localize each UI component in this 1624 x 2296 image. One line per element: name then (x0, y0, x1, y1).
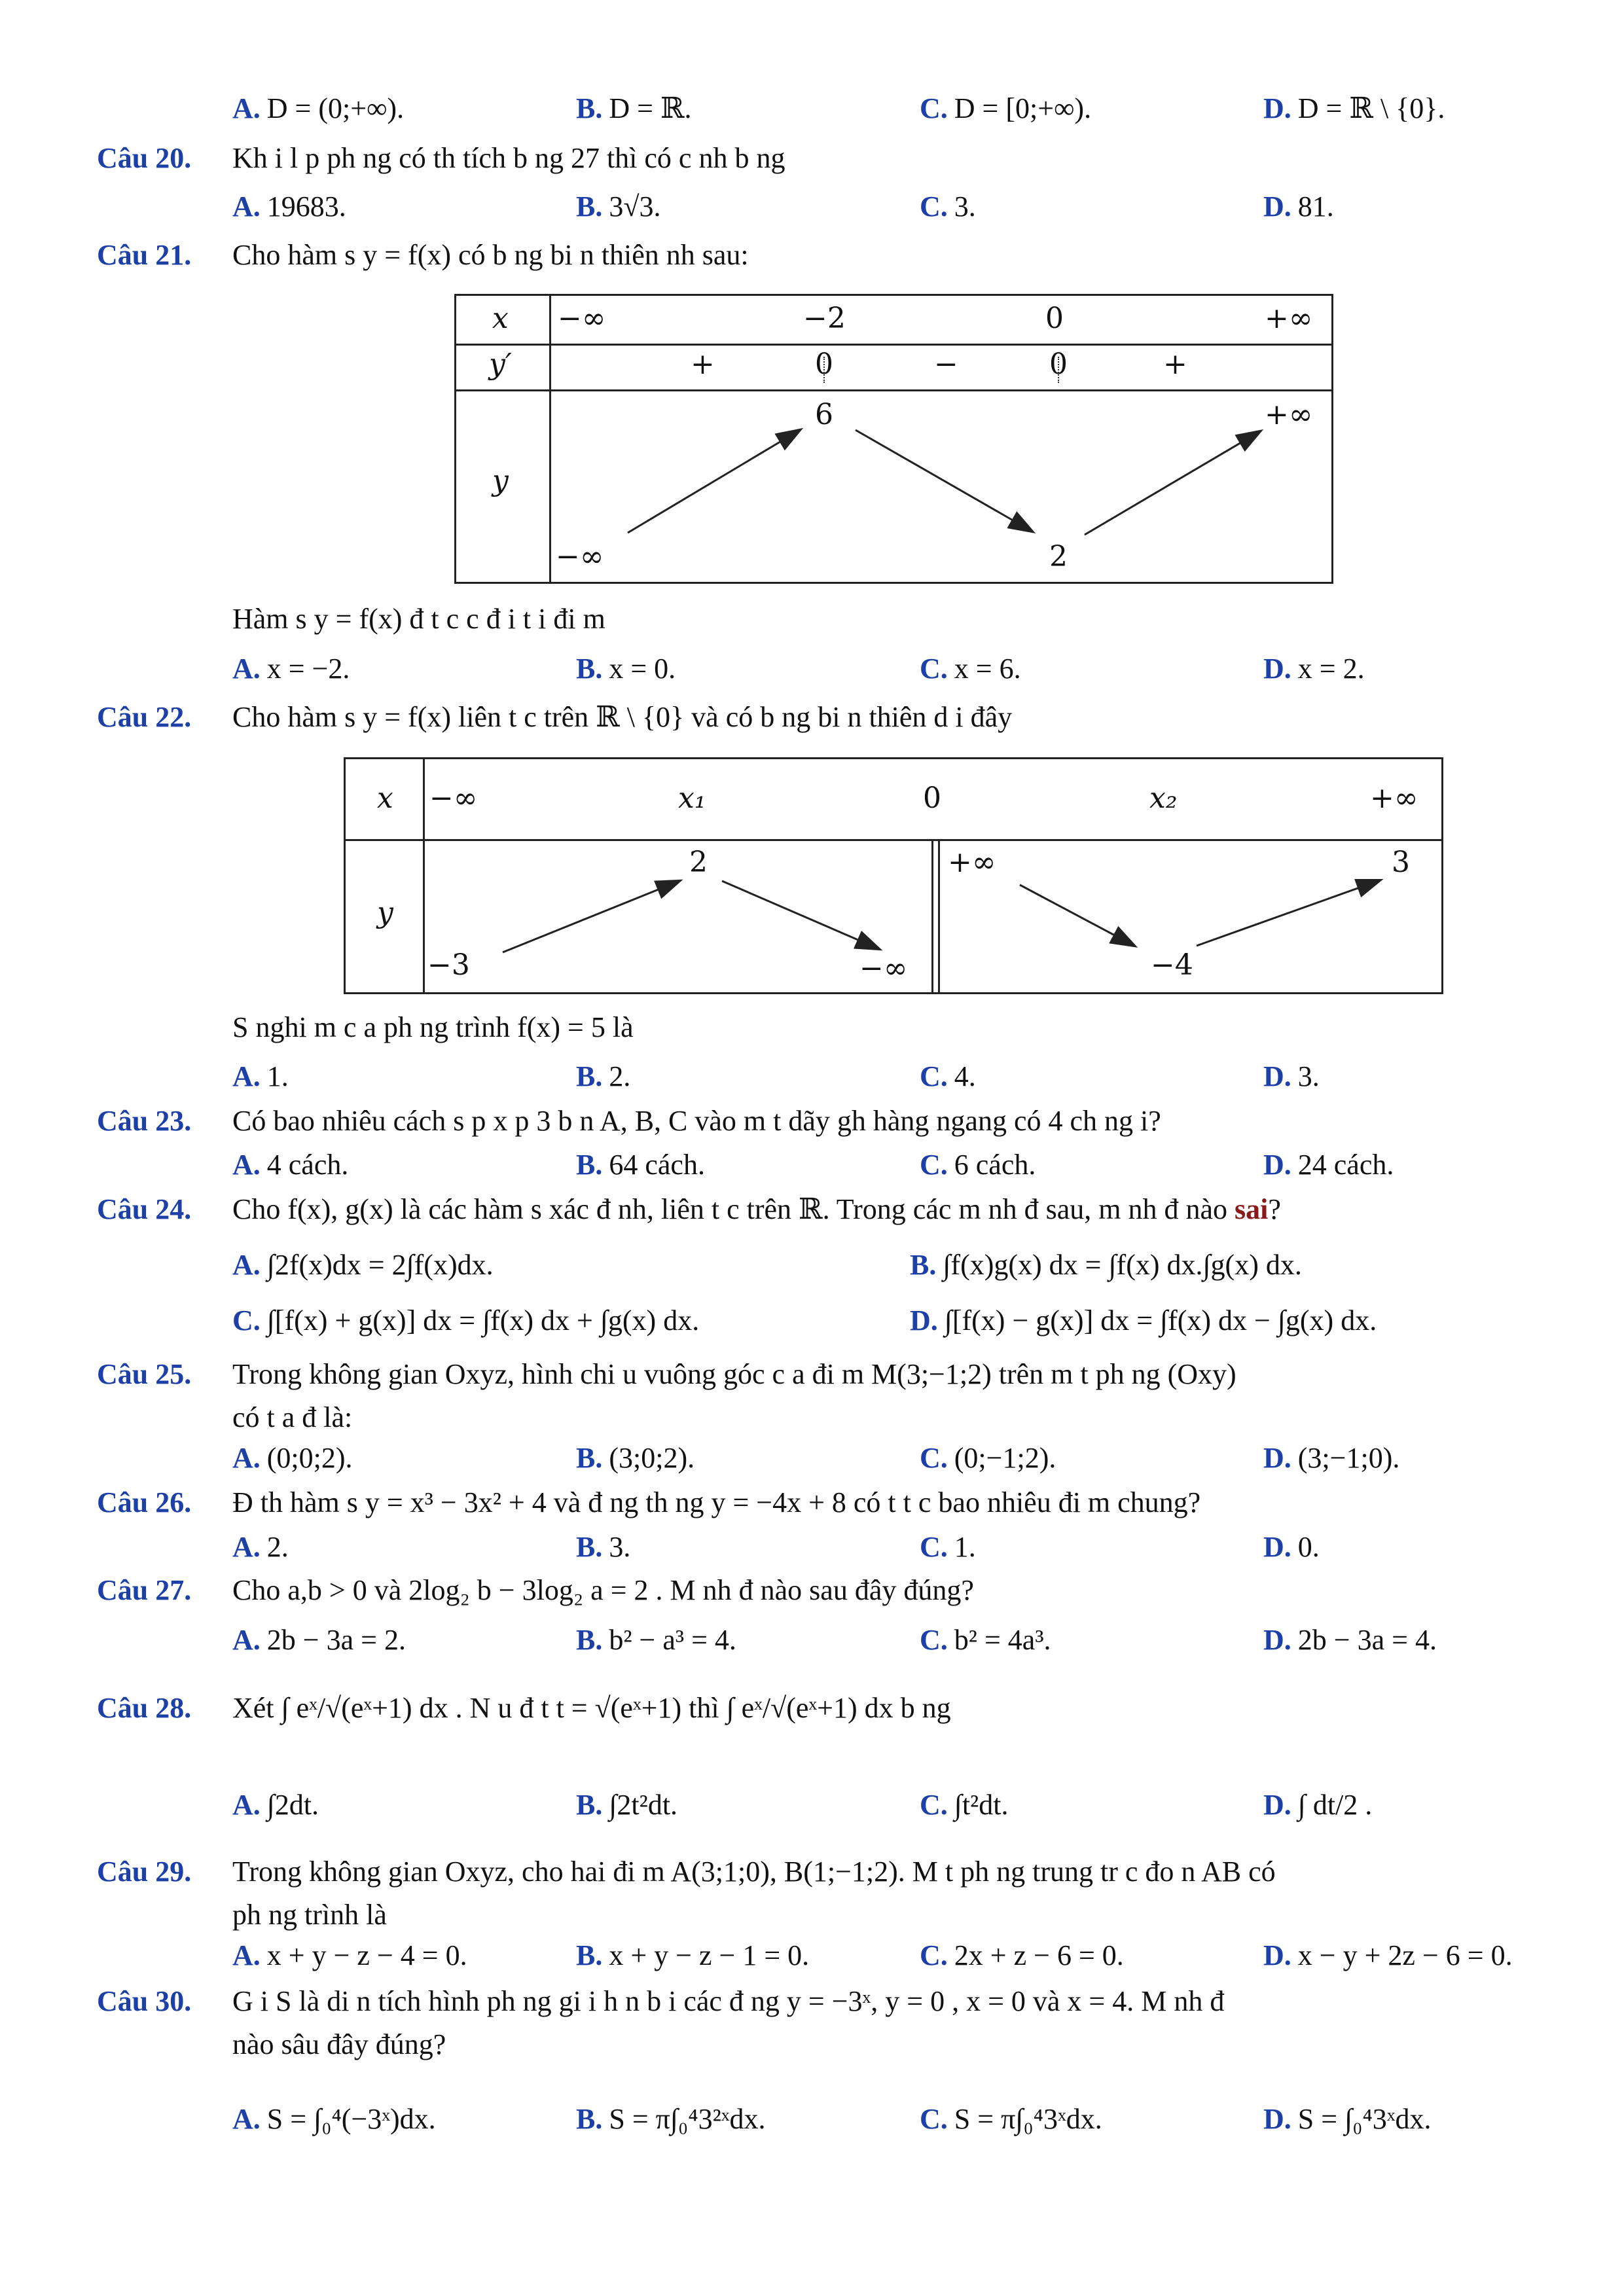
q20-label: Câu 20. (97, 142, 192, 174)
q21-row-label-x: x (492, 302, 509, 335)
q26-label: Câu 26. (97, 1486, 192, 1518)
q23-label: Câu 23. (97, 1105, 192, 1137)
q19-option-a: A. D = (0;+∞). (232, 92, 405, 124)
q30-option-a: A. S = ∫₀⁴(−3ˣ)dx. (232, 2103, 436, 2135)
q23-option-d: D. 24 cách. (1263, 1149, 1394, 1181)
q22-option-a: A. 1. (232, 1060, 289, 1092)
q21-y-peak: 6 (815, 398, 833, 431)
q20-option-b: B. 3√3. (576, 190, 661, 223)
q22-y-left-bottom: −3 (427, 948, 470, 982)
q21-option-d: D. x = 2. (1263, 653, 1365, 685)
q28-label: Câu 28. (97, 1692, 192, 1724)
q24-text: Cho f(x), g(x) là các hàm s xác đ nh, liên t c trên ℝ. Trong các m nh đ sau, m nh đ nào sai? (232, 1193, 1281, 1225)
q21-option-a: A. x = −2. (232, 653, 350, 685)
q23-text: Có bao nhiêu cách s p x p 3 b n A, B, C vào m t dãy gh hàng ngang có 4 ch ng i? (232, 1105, 1161, 1137)
q26-text: Đ th hàm s y = x³ − 3x² + 4 và đ ng th ng y = −4x + 8 có t t c bao nhiêu đi m chung? (232, 1486, 1201, 1518)
q24-option-d: D. ∫[f(x) − g(x)] dx = ∫f(x) dx − ∫g(x) dx. (910, 1304, 1377, 1336)
q22-label: Câu 22. (97, 701, 192, 733)
q21-x-neg-inf: −∞ (558, 302, 606, 335)
q27-option-d: D. 2b − 3a = 4. (1263, 1624, 1437, 1656)
q21-y-right-top: +∞ (1265, 398, 1313, 431)
q30-text: G i S là di n tích hình ph ng gi i h n b i các đ ng y = −3ˣ, y = 0 , x = 0 và x = 4. M nh đ (232, 1985, 1225, 2017)
q22-x-x2: x₂ (1149, 781, 1178, 815)
q21-variation-arrows (456, 296, 1335, 586)
q29-option-a: A. x + y − z − 4 = 0. (232, 1939, 467, 1971)
q21-option-c: C. x = 6. (920, 653, 1021, 685)
q22-option-d: D. 3. (1263, 1060, 1320, 1092)
q22-y-peak1: 2 (689, 846, 708, 879)
q24-option-a: A. ∫2f(x)dx = 2∫f(x)dx. (232, 1249, 494, 1281)
q26-option-d: D. 0. (1263, 1531, 1320, 1563)
q29-text: Trong không gian Oxyz, cho hai đi m A(3;1;0), B(1;−1;2). M t ph ng trung tr c đo n AB có (232, 1856, 1276, 1888)
q21-yprime-zero1: 0 (815, 348, 833, 381)
q19-option-b: B. D = ℝ. (576, 92, 692, 124)
q21-yprime-plus2: + (1163, 348, 1187, 381)
q22-y-right-top: 3 (1392, 846, 1410, 879)
q21-x-zero: 0 (1045, 302, 1064, 335)
q24-option-c: C. ∫[f(x) + g(x)] dx = ∫f(x) dx + ∫g(x) dx. (232, 1304, 700, 1336)
q26-option-a: A. 2. (232, 1531, 289, 1563)
q23-option-c: C. 6 cách. (920, 1149, 1036, 1181)
q21-x-pos-inf: +∞ (1265, 302, 1313, 335)
q21-yprime-minus: − (934, 348, 958, 381)
q21-text: Cho hàm s y = f(x) có b ng bi n thiên nh sau: (232, 239, 749, 271)
q28-option-b: B. ∫2t²dt. (576, 1789, 678, 1821)
q27-option-c: C. b² = 4a³. (920, 1624, 1051, 1656)
q21-row-label-yprime: y′ (489, 348, 512, 381)
q25-text-line2: có t a đ là: (232, 1401, 353, 1433)
q22-after-text: S nghi m c a ph ng trình f(x) = 5 là (232, 1011, 634, 1043)
q25-text: Trong không gian Oxyz, hình chi u vuông góc c a đi m M(3;−1;2) trên m t ph ng (Oxy) (232, 1358, 1236, 1390)
q28-option-c: C. ∫t²dt. (920, 1789, 1009, 1821)
q30-option-d: D. S = ∫₀⁴3ˣdx. (1263, 2103, 1432, 2135)
q25-option-b: B. (3;0;2). (576, 1442, 695, 1474)
q29-label: Câu 29. (97, 1856, 192, 1888)
q21-label: Câu 21. (97, 239, 192, 271)
q22-variation-table (344, 757, 1443, 994)
q21-x-minus2: −2 (803, 302, 846, 335)
q25-option-a: A. (0;0;2). (232, 1442, 353, 1474)
q20-option-c: C. 3. (920, 190, 976, 223)
q22-option-c: C. 4. (920, 1060, 976, 1092)
q22-y-trough2: −4 (1151, 948, 1193, 982)
q22-text: Cho hàm s y = f(x) liên t c trên ℝ \ {0} và có b ng bi n thiên d i đây (232, 701, 1013, 733)
q30-label: Câu 30. (97, 1985, 192, 2017)
q30-option-b: B. S = π∫₀⁴3²ˣdx. (576, 2103, 766, 2135)
q24-option-b: B. ∫f(x)g(x) dx = ∫f(x) dx.∫g(x) dx. (910, 1249, 1302, 1281)
q21-variation-table (454, 294, 1333, 584)
q27-option-a: A. 2b − 3a = 2. (232, 1624, 406, 1656)
q29-option-c: C. 2x + z − 6 = 0. (920, 1939, 1124, 1971)
q27-option-b: B. b² − a³ = 4. (576, 1624, 736, 1656)
q25-option-c: C. (0;−1;2). (920, 1442, 1056, 1474)
q22-row-label-x: x (377, 781, 393, 815)
q21-option-b: B. x = 0. (576, 653, 676, 685)
q23-option-a: A. 4 cách. (232, 1149, 349, 1181)
q22-variation-arrows (346, 759, 1445, 996)
q28-option-d: D. ∫ dt/2 . (1263, 1789, 1373, 1821)
q26-option-c: C. 1. (920, 1531, 976, 1563)
q29-option-b: B. x + y − z − 1 = 0. (576, 1939, 810, 1971)
q22-x-zero: 0 (923, 781, 941, 815)
q20-text: Kh i l p ph ng có th tích b ng 27 thì có c nh b ng (232, 142, 785, 174)
q22-x-neg-inf: −∞ (429, 781, 478, 815)
q26-option-b: B. 3. (576, 1531, 631, 1563)
q20-option-d: D. 81. (1263, 190, 1334, 223)
q22-y-mid-left-bottom: −∞ (859, 952, 908, 985)
q28-text: Xét ∫ eˣ/√(eˣ+1) dx . N u đ t t = √(eˣ+1) thì ∫ eˣ/√(eˣ+1) dx b ng (232, 1692, 951, 1724)
q22-x-pos-inf: +∞ (1370, 781, 1418, 815)
q19-option-d: D. D = ℝ \ {0}. (1263, 92, 1445, 124)
q29-text-line2: ph ng trình là (232, 1899, 387, 1931)
q19-option-c: C. D = [0;+∞). (920, 92, 1092, 124)
q27-text: Cho a,b > 0 và 2log₂ b − 3log₂ a = 2 . M nh đ nào sau đây đúng? (232, 1574, 974, 1606)
q24-label: Câu 24. (97, 1193, 192, 1225)
q21-yprime-zero2: 0 (1049, 348, 1068, 381)
q21-y-trough: 2 (1049, 540, 1068, 573)
q21-row-label-y: y (492, 464, 509, 497)
q22-option-b: B. 2. (576, 1060, 631, 1092)
q30-option-c: C. S = π∫₀⁴3ˣdx. (920, 2103, 1102, 2135)
q22-row-label-y: y (377, 896, 393, 929)
q21-yprime-plus1: + (691, 348, 715, 381)
q22-y-mid-right-top: +∞ (948, 846, 996, 879)
q27-label: Câu 27. (97, 1574, 192, 1606)
q28-option-a: A. ∫2dt. (232, 1789, 319, 1821)
q22-x-x1: x₁ (678, 781, 706, 815)
q21-y-left-bottom: −∞ (556, 540, 604, 573)
q21-after-text: Hàm s y = f(x) đ t c c đ i t i đi m (232, 603, 605, 635)
q25-option-d: D. (3;−1;0). (1263, 1442, 1400, 1474)
q20-option-a: A. 19683. (232, 190, 346, 223)
q30-text-line2: nào sâu đây đúng? (232, 2028, 446, 2060)
q23-option-b: B. 64 cách. (576, 1149, 705, 1181)
q25-label: Câu 25. (97, 1358, 192, 1390)
q29-option-d: D. x − y + 2z − 6 = 0. (1263, 1939, 1513, 1971)
